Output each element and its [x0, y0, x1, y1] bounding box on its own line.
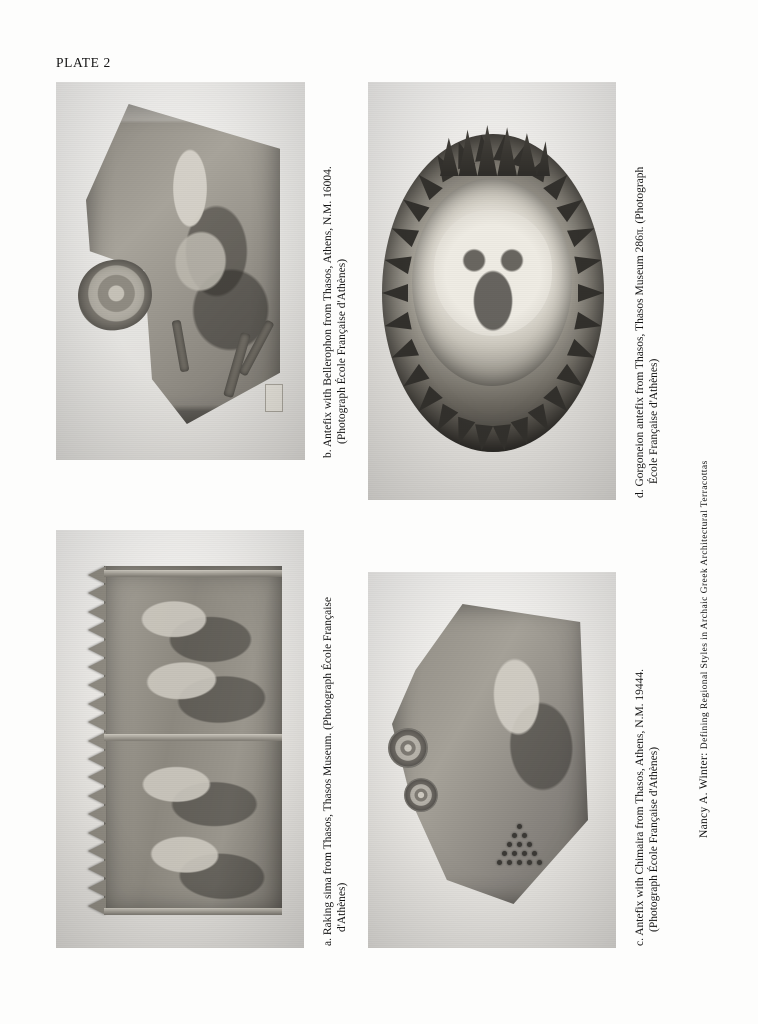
figure-b-caption [322, 166, 349, 458]
figure-a-caption-line1: a. Raking sima from Thasos, Thasos Museum. (Photograph École Française [322, 597, 334, 946]
figure-c-caption [634, 669, 661, 946]
figure-b-photo [56, 82, 305, 460]
plate-label: PLATE 2 [56, 55, 111, 70]
figure-a-photo [56, 530, 304, 948]
figure-b-caption-line2: (Photograph École Française d'Athènes) [335, 258, 348, 444]
photo-vignette [368, 572, 616, 948]
figure-d-caption [634, 167, 661, 498]
figure-d-caption-line1: d. Gorgoneion antefix from Thasos, Thasos Museum 286π. (Photograph [634, 166, 646, 498]
running-foot-title: Defining Regional Styles in Archaic Greek Architectural Terracottas [699, 460, 710, 750]
running-foot-author: Nancy A. Winter [698, 755, 710, 838]
photo-vignette [56, 82, 305, 460]
figure-c-caption-line2: (Photograph École Française d'Athènes) [647, 746, 660, 932]
figure-a-caption-line2: d'Athènes) [335, 882, 348, 932]
figure-b-caption-line1: b. Antefix with Bellerophon from Thasos, Athens, N.M. 16004. [322, 166, 334, 458]
running-foot [698, 460, 710, 838]
photo-vignette [368, 82, 616, 500]
figure-d-photo [368, 82, 616, 500]
figure-c-photo [368, 572, 616, 948]
figure-a-caption [322, 597, 349, 946]
running-foot-separator: : [698, 749, 710, 756]
photo-vignette [56, 530, 304, 948]
figure-d-caption-line2: École Française d'Athènes) [647, 358, 660, 484]
figure-c-caption-line1: c. Antefix with Chimaira from Thasos, Athens, N.M. 19444. [634, 668, 646, 946]
